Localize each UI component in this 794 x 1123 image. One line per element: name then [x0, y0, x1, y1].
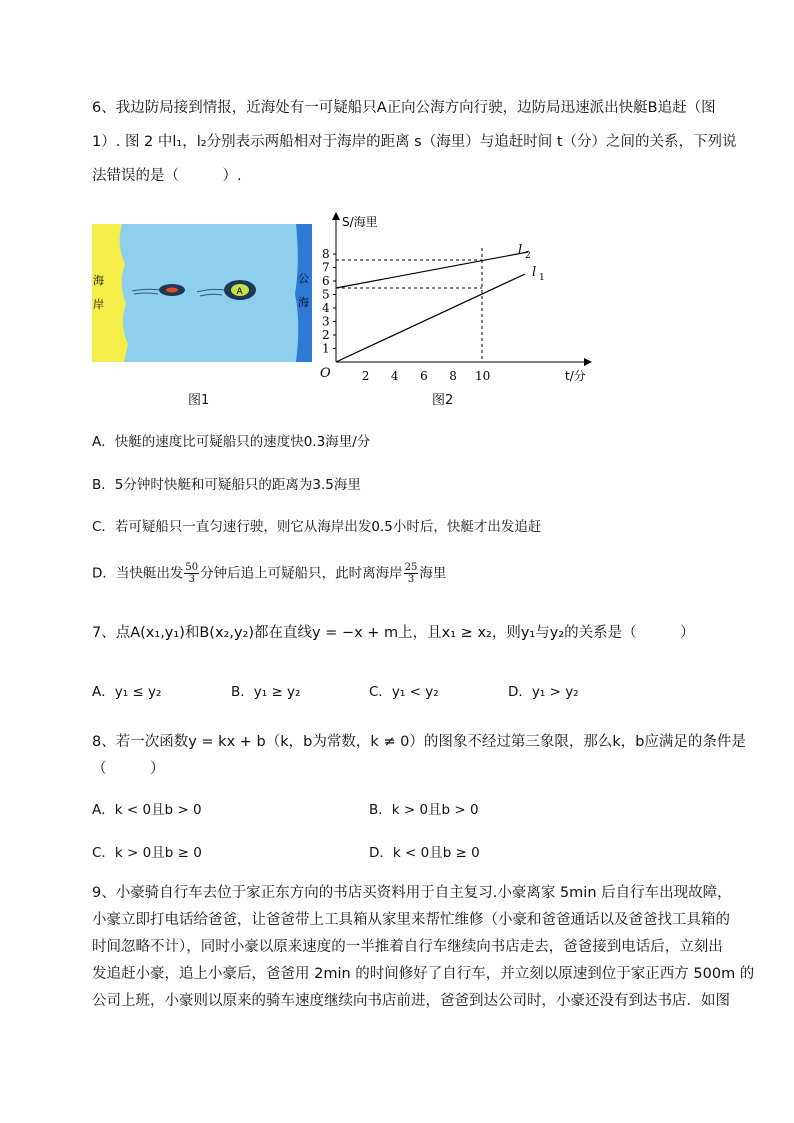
y-tick-label: 4: [322, 301, 330, 315]
l2-sub: 2: [525, 251, 531, 261]
shore-label-bottom: 岸: [93, 298, 104, 311]
q6-line-1: 6、我边防局接到情报，近海处有一可疑船只A正向公海方向行驶，边防局迅速派出快艇B追赶（图: [92, 100, 716, 116]
x-tick-label: 8: [449, 369, 457, 383]
sea-label-bottom: 海: [298, 296, 309, 309]
sea-label-top: 公: [298, 272, 309, 285]
x-axis-label: t/分: [565, 369, 586, 383]
shore-label-top: 海: [93, 274, 104, 287]
q6-line-3: 法错误的是（ ）.: [92, 168, 242, 184]
y-axis-label: S/海里: [342, 215, 378, 229]
fraction-25-3: $\frac{25}{3}$: [404, 562, 418, 585]
q8-option-a: A．k < 0且b > 0: [92, 802, 202, 818]
q6-option-a: A．快艇的速度比可疑船只的速度快0.3海里/分: [92, 434, 371, 450]
fraction-50-3: $\frac{50}{3}$: [185, 562, 199, 585]
line-l2: [336, 252, 528, 288]
y-tick-label: 7: [322, 260, 330, 275]
q8-stem-line-2: （ ）: [92, 761, 165, 777]
q9-line-3: 时间忽略不计），同时小豪以原来速度的一半推着自行车继续向书店走去，爸爸接到电话后，立刻出: [92, 939, 723, 955]
q9-line-4: 发追赶小豪，追上小豪后，爸爸用 2min 的时间修好了自行车，并立刻以原速到位于家正西方 500m 的: [92, 966, 755, 982]
x-tick-label: 10: [475, 369, 491, 383]
figure-1: [92, 224, 312, 362]
q6-option-d-prefix: D．当快艇出发: [92, 565, 184, 582]
origin-label: O: [320, 366, 331, 381]
l1-label: l: [532, 265, 537, 280]
y-tick-label: 8: [322, 247, 330, 261]
x-tick-label: 6: [420, 369, 428, 383]
x-tick-label: 4: [390, 369, 399, 383]
q7-option-d: D．y₁ > y₂: [508, 684, 579, 700]
y-tick-label: 3: [322, 314, 330, 329]
figure-2-caption: 图2: [432, 393, 454, 408]
q8-stem-line-1: 8、若一次函数y = kx + b（k，b为常数，k ≠ 0）的图象不经过第三象限，那么k，b应满足的条件是: [92, 734, 746, 750]
q6-option-d-middle: 分钟后追上可疑船只，此时离海岸: [200, 565, 403, 582]
x-ticks: [362, 369, 491, 383]
y-tick-label: 1: [322, 341, 330, 356]
l2-label: l: [518, 243, 523, 258]
q6-line-2: 1）. 图 2 中l₁，l₂分别表示两船相对于海岸的距离 s（海里）与追赶时间 t（分）之间的关系，下列说: [92, 134, 737, 150]
q6-option-c: C．若可疑船只一直匀速行驶，则它从海岸出发0.5小时后，快艇才出发追赶: [92, 519, 542, 535]
y-tick-label: 6: [322, 274, 330, 288]
q7-option-b: B．y₁ ≥ y₂: [231, 684, 301, 700]
q8-option-b: B．k > 0且b > 0: [369, 802, 479, 818]
y-tick-label: 5: [322, 287, 330, 302]
q7-option-a: A．y₁ ≤ y₂: [92, 684, 162, 700]
figure-1-caption: 图1: [188, 393, 210, 408]
l1-sub: 1: [539, 273, 545, 283]
q7-stem: 7、点A(x₁,y₁)和B(x₂,y₂)都在直线y = −x + m上，且x₁ ≥ x₂，则y₁与y₂的关系是（ ）: [92, 625, 695, 641]
y-ticks: [322, 247, 336, 356]
x-tick-label: 2: [361, 369, 370, 383]
q7-option-c: C．y₁ < y₂: [369, 684, 439, 700]
q6-option-d: [92, 562, 446, 585]
figure-2: [310, 208, 600, 388]
q6-option-b: B．5分钟时快艇和可疑船只的距离为3.5海里: [92, 477, 361, 493]
line-l1: [336, 274, 525, 362]
q9-line-5: 公司上班，小豪则以原来的骑车速度继续向书店前进，爸爸到达公司时，小豪还没有到达书店．如图: [92, 993, 730, 1009]
q8-option-d: D．k < 0且b ≥ 0: [369, 845, 480, 861]
q9-line-1: 9、小豪骑自行车去位于家正东方向的书店买资料用于自主复习.小豪离家 5min 后自行车出现故障，: [92, 885, 732, 901]
q9-line-2: 小豪立即打电话给爸爸，让爸爸带上工具箱从家里来帮忙维修（小豪和爸爸通话以及爸爸找工具箱的: [92, 912, 730, 928]
y-tick-label: 2: [322, 328, 330, 342]
q6-option-d-suffix: 海里: [419, 565, 447, 582]
q8-option-c: C．k > 0且b ≥ 0: [92, 845, 202, 861]
boat-a-label: A: [236, 287, 243, 297]
